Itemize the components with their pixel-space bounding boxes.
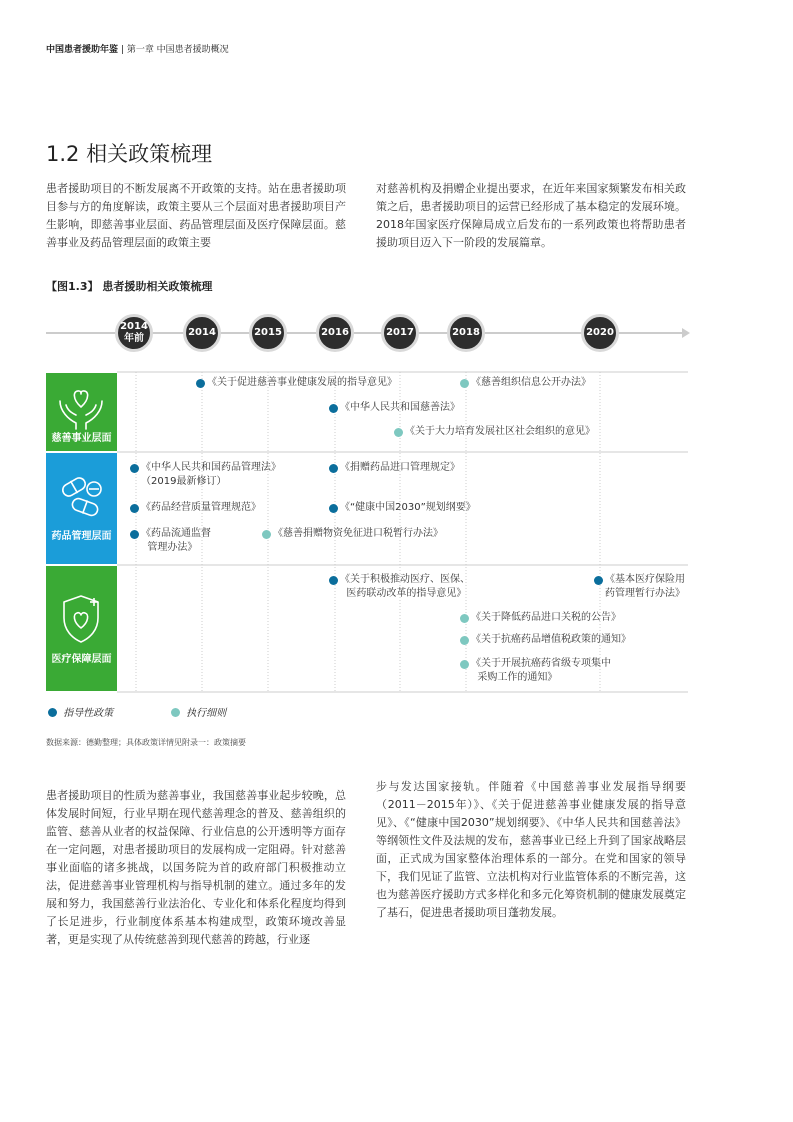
policy-item: 《捐赠药品进口管理规定》 — [340, 461, 460, 475]
implementing-dot-icon — [460, 379, 469, 388]
implementing-dot-icon — [394, 428, 403, 437]
guiding-dot-icon — [130, 464, 139, 473]
year-marker: 2015 — [249, 314, 287, 352]
timeline-arrow-icon — [682, 328, 690, 338]
guiding-dot-icon — [130, 504, 139, 513]
chapter-title: 第一章 中国患者援助概况 — [126, 45, 229, 55]
policy-item: 《“健康中国2030”规划纲要》 — [340, 501, 476, 515]
header-separator: | — [120, 45, 124, 55]
policy-item: 《基本医疗保险用 药管理暂行办法》 — [605, 573, 685, 601]
implementing-dot-icon — [171, 708, 180, 717]
policy-item: 《关于积极推动医疗、医保、 医药联动改革的指导意见》 — [340, 573, 470, 601]
policy-item: 《关于降低药品进口关税的公告》 — [471, 611, 621, 625]
policy-item: 《关于大力培育发展社区社会组织的意见》 — [405, 425, 595, 439]
year-marker: 2020 — [581, 314, 619, 352]
policy-item: 《关于促进慈善事业健康发展的指导意见》 — [207, 376, 397, 390]
policy-item: 《关于开展抗癌药省级专项集中 采购工作的通知》 — [471, 657, 611, 685]
year-marker: 2014年前 — [115, 314, 153, 352]
policy-item: 《关于抗癌药品增值税政策的通知》 — [471, 633, 631, 647]
intro-left-paragraph: 患者援助项目的不断发展离不开政策的支持。站在患者援助项目参与方的角度解读，政策主要从三个层面对患者援助项目产生影响，即慈善事业层面、药品管理层面及医疗保障层面。慈善事业及药品管理层面的政策主要 — [46, 182, 346, 249]
legend-guiding: 指导性政策 — [48, 704, 113, 719]
body-left-paragraph: 患者援助项目的性质为慈善事业，我国慈善事业起步较晚，总体发展时间短，行业早期在现代慈善理念的普及、慈善组织的监管、慈善从业者的权益保障、行业信息的公开透明等方面存在一定问题，对患者援助项目的发展构成一定阻碍。针对慈善事业面临的诸多挑战，以国务院为首的政府部门积极推动立法，促进慈善事业管理机构与指导机制的建立。通过多年的发展和努力，我国慈善行业法治化、专业化和体系化程度均得到了长足进步，行业制度体系基本构建成型，政策环境改善显著，更是实现了从传统慈善到现代慈善的跨越，行业逐 — [46, 789, 346, 946]
section-title: 1.2 相关政策梳理 — [46, 142, 213, 166]
category-label: 医疗保障层面 — [51, 654, 112, 665]
heart-hands-icon — [46, 377, 117, 437]
figure-title: 【图1.3】 患者援助相关政策梳理 — [46, 280, 213, 293]
implementing-dot-icon — [262, 530, 271, 539]
year-marker: 2017 — [381, 314, 419, 352]
legend-implementing: 执行细则 — [171, 704, 226, 719]
intro-right-paragraph: 对慈善机构及捐赠企业提出要求，在近年来国家频繁发布相关政策之后，患者援助项目的运营已经形成了基本稳定的发展环境。2018年国家医疗保障局成立后发布的一系列政策也将帮助患者援助项目迈入下一阶段的发展篇章。 — [376, 182, 686, 249]
category-medical-insurance — [46, 566, 117, 691]
shield-heart-icon — [46, 586, 117, 656]
guiding-dot-icon — [329, 576, 338, 585]
category-charity — [46, 373, 117, 451]
year-marker: 2018 — [447, 314, 485, 352]
pills-icon — [46, 465, 117, 535]
book-title: 中国患者援助年鉴 — [46, 45, 119, 55]
implementing-dot-icon — [460, 660, 469, 669]
guiding-dot-icon — [329, 464, 338, 473]
data-source: 数据来源：德勤整理；具体政策详情见附录一：政策摘要 — [46, 738, 246, 747]
implementing-dot-icon — [460, 614, 469, 623]
category-label: 慈善事业层面 — [51, 433, 112, 444]
year-marker: 2016 — [316, 314, 354, 352]
policy-item: 《中华人民共和国药品管理法》 （2019最新修订） — [141, 461, 281, 489]
category-drug-management — [46, 453, 117, 564]
year-marker: 2014 — [183, 314, 221, 352]
guiding-dot-icon — [130, 530, 139, 539]
policy-item: 《慈善组织信息公开办法》 — [471, 376, 591, 390]
implementing-dot-icon — [460, 636, 469, 645]
category-label: 药品管理层面 — [51, 531, 112, 542]
policy-item: 《慈善捐赠物资免征进口税暂行办法》 — [273, 527, 443, 541]
policy-item: 《药品流通监督 管理办法》 — [141, 527, 211, 555]
policy-item: 《中华人民共和国慈善法》 — [340, 401, 460, 415]
guiding-dot-icon — [196, 379, 205, 388]
guiding-dot-icon — [594, 576, 603, 585]
policy-item: 《药品经营质量管理规范》 — [141, 501, 261, 515]
guiding-dot-icon — [329, 504, 338, 513]
guiding-dot-icon — [329, 404, 338, 413]
body-right-paragraph: 步与发达国家接轨。伴随着《中国慈善事业发展指导纲要（2011－2015年）》、《关于促进慈善事业健康发展的指导意见》、《“健康中国2030”规划纲要》、《中华人民共和国慈善法》等纲领性文件及法规的发布，慈善事业已经上升到了国家战略层面，正式成为国家整体治理体系的一部分。在党和国家的领导下，我们见证了监管、立法机构对行业监管体系的不断完善，这也为慈善医疗援助方式多样化和多元化筹资机制的健康发展奠定了基石，促进患者援助项目蓬勃发展。 — [376, 780, 686, 919]
guiding-dot-icon — [48, 708, 57, 717]
